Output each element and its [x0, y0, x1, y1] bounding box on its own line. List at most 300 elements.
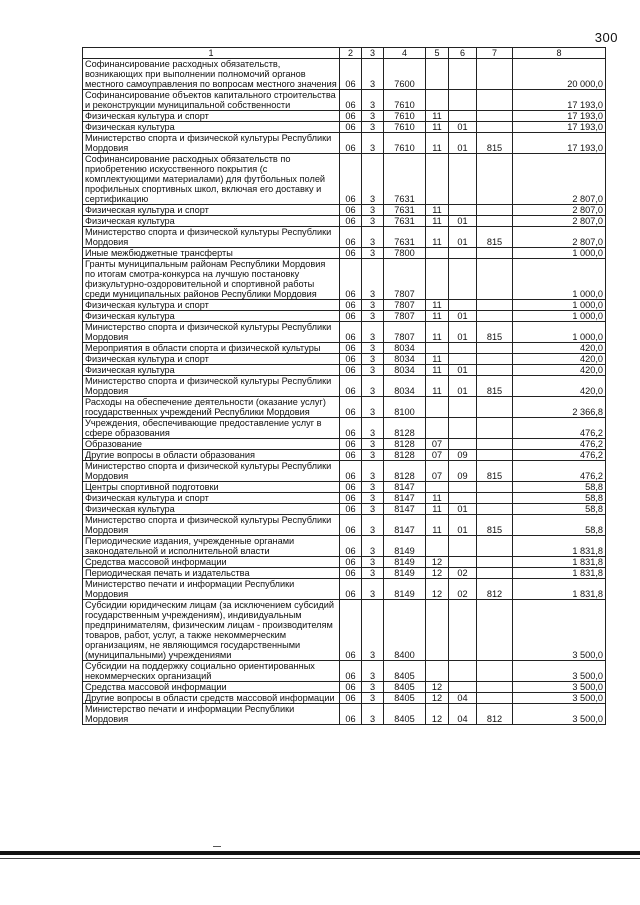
cell-amount: 476,2 — [513, 461, 606, 482]
table-row — [83, 205, 606, 216]
cell-code-5 — [426, 600, 449, 661]
cell-code-2: 06 — [340, 397, 362, 418]
table-row — [83, 418, 606, 439]
page-mark — [213, 846, 221, 847]
cell-code-7 — [477, 482, 513, 493]
cell-code-6: 01 — [449, 122, 477, 133]
cell-code-6 — [449, 439, 477, 450]
cell-name: Средства массовой информации — [83, 557, 340, 568]
cell-name: Министерство печати и информации Республики Мордовия — [83, 579, 340, 600]
cell-code-2: 06 — [340, 515, 362, 536]
cell-name: Физическая культура и спорт — [83, 205, 340, 216]
cell-name: Министерство спорта и физической культуры Республики Мордовия — [83, 322, 340, 343]
cell-code-2: 06 — [340, 311, 362, 322]
cell-amount: 420,0 — [513, 376, 606, 397]
cell-code-4: 7800 — [384, 248, 426, 259]
cell-amount: 476,2 — [513, 418, 606, 439]
cell-name: Физическая культура — [83, 122, 340, 133]
cell-code-3: 3 — [362, 248, 384, 259]
cell-name: Софинансирование объектов капитального строительства и реконструкции муниципальной собственности — [83, 90, 340, 111]
cell-code-4: 8147 — [384, 493, 426, 504]
cell-code-2: 06 — [340, 227, 362, 248]
table-row — [83, 504, 606, 515]
cell-code-4: 8149 — [384, 579, 426, 600]
cell-amount: 58,8 — [513, 515, 606, 536]
cell-code-4: 8149 — [384, 557, 426, 568]
cell-amount: 58,8 — [513, 493, 606, 504]
cell-amount: 17 193,0 — [513, 133, 606, 154]
cell-code-3: 3 — [362, 704, 384, 725]
cell-code-3: 3 — [362, 600, 384, 661]
cell-name: Другие вопросы в области средств массовой информации — [83, 693, 340, 704]
cell-code-3: 3 — [362, 493, 384, 504]
table-row — [83, 90, 606, 111]
cell-code-5 — [426, 536, 449, 557]
cell-code-7: 812 — [477, 579, 513, 600]
table-header-row — [83, 48, 606, 59]
cell-code-5: 12 — [426, 682, 449, 693]
cell-code-5: 12 — [426, 579, 449, 600]
cell-name: Иные межбюджетные трансферты — [83, 248, 340, 259]
cell-code-3: 3 — [362, 227, 384, 248]
cell-code-7 — [477, 504, 513, 515]
cell-code-5 — [426, 59, 449, 90]
cell-code-2: 06 — [340, 557, 362, 568]
cell-name: Физическая культура — [83, 365, 340, 376]
table-row — [83, 693, 606, 704]
cell-code-7: 815 — [477, 133, 513, 154]
table-row — [83, 111, 606, 122]
column-header-3: 3 — [362, 48, 384, 59]
cell-code-3: 3 — [362, 59, 384, 90]
cell-code-4: 7631 — [384, 216, 426, 227]
cell-code-7 — [477, 59, 513, 90]
cell-code-5: 12 — [426, 557, 449, 568]
cell-code-7: 815 — [477, 461, 513, 482]
cell-name: Физическая культура — [83, 311, 340, 322]
cell-code-5: 11 — [426, 354, 449, 365]
cell-code-5: 11 — [426, 515, 449, 536]
cell-code-6: 01 — [449, 504, 477, 515]
cell-name: Мероприятия в области спорта и физической культуры — [83, 343, 340, 354]
cell-code-3: 3 — [362, 154, 384, 205]
cell-code-6 — [449, 600, 477, 661]
cell-code-2: 06 — [340, 216, 362, 227]
cell-amount: 1 831,8 — [513, 568, 606, 579]
cell-code-5 — [426, 661, 449, 682]
column-header-1: 1 — [83, 48, 340, 59]
cell-name: Физическая культура и спорт — [83, 300, 340, 311]
cell-code-6 — [449, 682, 477, 693]
cell-amount: 420,0 — [513, 343, 606, 354]
cell-code-7 — [477, 300, 513, 311]
cell-code-7 — [477, 365, 513, 376]
table-row — [83, 397, 606, 418]
cell-code-4: 8128 — [384, 439, 426, 450]
cell-code-2: 06 — [340, 133, 362, 154]
cell-code-7 — [477, 122, 513, 133]
page-number: 300 — [594, 30, 618, 45]
cell-code-4: 7600 — [384, 59, 426, 90]
table-row — [83, 568, 606, 579]
table-row — [83, 259, 606, 300]
cell-code-2: 06 — [340, 450, 362, 461]
cell-amount: 1 000,0 — [513, 248, 606, 259]
cell-code-3: 3 — [362, 397, 384, 418]
cell-code-6 — [449, 90, 477, 111]
cell-amount: 1 831,8 — [513, 536, 606, 557]
cell-code-2: 06 — [340, 579, 362, 600]
cell-code-6 — [449, 354, 477, 365]
cell-amount: 1 831,8 — [513, 579, 606, 600]
cell-name: Другие вопросы в области образования — [83, 450, 340, 461]
cell-code-6: 01 — [449, 311, 477, 322]
cell-code-3: 3 — [362, 205, 384, 216]
cell-amount: 1 000,0 — [513, 322, 606, 343]
table-row — [83, 354, 606, 365]
cell-code-6: 01 — [449, 227, 477, 248]
cell-code-4: 8128 — [384, 461, 426, 482]
table-row — [83, 579, 606, 600]
cell-code-2: 06 — [340, 504, 362, 515]
cell-code-2: 06 — [340, 59, 362, 90]
cell-code-7 — [477, 216, 513, 227]
cell-code-5 — [426, 397, 449, 418]
cell-code-6 — [449, 397, 477, 418]
table-row — [83, 248, 606, 259]
cell-code-2: 06 — [340, 661, 362, 682]
cell-code-5: 07 — [426, 439, 449, 450]
cell-code-7 — [477, 693, 513, 704]
cell-code-2: 06 — [340, 90, 362, 111]
cell-code-3: 3 — [362, 557, 384, 568]
cell-code-4: 7807 — [384, 259, 426, 300]
cell-code-7: 815 — [477, 227, 513, 248]
cell-code-6: 04 — [449, 704, 477, 725]
column-header-2: 2 — [340, 48, 362, 59]
table-row — [83, 322, 606, 343]
table-row — [83, 536, 606, 557]
cell-code-5 — [426, 154, 449, 205]
cell-code-4: 7610 — [384, 90, 426, 111]
cell-code-6 — [449, 343, 477, 354]
cell-code-7: 812 — [477, 704, 513, 725]
cell-code-7 — [477, 557, 513, 568]
cell-code-3: 3 — [362, 322, 384, 343]
cell-code-7: 815 — [477, 515, 513, 536]
table-row — [83, 661, 606, 682]
cell-code-4: 7807 — [384, 322, 426, 343]
cell-code-6 — [449, 557, 477, 568]
cell-code-7 — [477, 205, 513, 216]
cell-code-5: 12 — [426, 693, 449, 704]
table-row — [83, 682, 606, 693]
cell-code-7 — [477, 259, 513, 300]
cell-amount: 3 500,0 — [513, 661, 606, 682]
cell-name: Физическая культура — [83, 504, 340, 515]
cell-name: Периодические издания, учрежденные органами законодательной и исполнительной власти — [83, 536, 340, 557]
cell-code-4: 8128 — [384, 418, 426, 439]
cell-code-6: 02 — [449, 568, 477, 579]
cell-code-3: 3 — [362, 311, 384, 322]
cell-amount: 2 366,8 — [513, 397, 606, 418]
cell-name: Министерство спорта и физической культуры Республики Мордовия — [83, 227, 340, 248]
cell-code-3: 3 — [362, 418, 384, 439]
table-row — [83, 439, 606, 450]
cell-code-4: 8034 — [384, 376, 426, 397]
cell-code-4: 8128 — [384, 450, 426, 461]
page-bottom-rule — [0, 851, 640, 855]
cell-amount: 2 807,0 — [513, 216, 606, 227]
cell-code-5: 11 — [426, 376, 449, 397]
cell-code-7 — [477, 397, 513, 418]
cell-code-6: 02 — [449, 579, 477, 600]
cell-amount: 420,0 — [513, 365, 606, 376]
cell-code-4: 8100 — [384, 397, 426, 418]
cell-code-2: 06 — [340, 693, 362, 704]
cell-code-4: 7631 — [384, 227, 426, 248]
cell-code-6 — [449, 205, 477, 216]
cell-code-5: 07 — [426, 450, 449, 461]
cell-code-2: 06 — [340, 205, 362, 216]
cell-code-3: 3 — [362, 579, 384, 600]
cell-name: Софинансирование расходных обязательств по приобретению искусственного покрытия (с комплектующими материалами) для футбольных полей профильных спортивных школ, включая его доставку и сертификацию — [83, 154, 340, 205]
table-row — [83, 133, 606, 154]
page-bottom-thin-rule — [0, 858, 640, 859]
cell-code-2: 06 — [340, 493, 362, 504]
cell-code-5: 11 — [426, 365, 449, 376]
cell-code-2: 06 — [340, 461, 362, 482]
table-row — [83, 600, 606, 661]
table-row — [83, 300, 606, 311]
cell-amount: 17 193,0 — [513, 90, 606, 111]
cell-amount: 2 807,0 — [513, 205, 606, 216]
cell-code-6: 09 — [449, 450, 477, 461]
table-row — [83, 122, 606, 133]
cell-code-5 — [426, 90, 449, 111]
cell-code-2: 06 — [340, 600, 362, 661]
table-row — [83, 461, 606, 482]
cell-code-2: 06 — [340, 439, 362, 450]
cell-code-3: 3 — [362, 568, 384, 579]
cell-code-3: 3 — [362, 376, 384, 397]
cell-code-4: 8405 — [384, 693, 426, 704]
cell-code-2: 06 — [340, 122, 362, 133]
cell-code-2: 06 — [340, 568, 362, 579]
cell-code-2: 06 — [340, 343, 362, 354]
cell-code-6: 01 — [449, 515, 477, 536]
cell-code-6 — [449, 536, 477, 557]
cell-code-7 — [477, 248, 513, 259]
cell-code-4: 8405 — [384, 682, 426, 693]
cell-name: Софинансирование расходных обязательств, возникающих при выполнении полномочий органов местного самоуправления по вопросам местного значения — [83, 59, 340, 90]
cell-code-5: 12 — [426, 568, 449, 579]
cell-name: Субсидии юридическим лицам (за исключением субсидий государственным учреждениям), индивидуальным предпринимателям, физическим лицам - производителям товаров, работ, услуг, а также некоммерческим организациям, не являющимся государственными (муниципальными) учреждениями — [83, 600, 340, 661]
cell-code-7 — [477, 536, 513, 557]
cell-name: Физическая культура и спорт — [83, 493, 340, 504]
cell-code-7 — [477, 311, 513, 322]
cell-amount: 58,8 — [513, 504, 606, 515]
cell-name: Учреждения, обеспечивающие предоставление услуг в сфере образования — [83, 418, 340, 439]
cell-code-4: 7610 — [384, 111, 426, 122]
cell-code-6 — [449, 493, 477, 504]
cell-code-2: 06 — [340, 418, 362, 439]
cell-code-2: 06 — [340, 536, 362, 557]
cell-code-4: 7807 — [384, 300, 426, 311]
column-header-8: 8 — [513, 48, 606, 59]
cell-amount: 420,0 — [513, 354, 606, 365]
cell-code-7 — [477, 493, 513, 504]
cell-code-5: 11 — [426, 133, 449, 154]
cell-code-7 — [477, 682, 513, 693]
cell-code-3: 3 — [362, 259, 384, 300]
cell-code-7 — [477, 568, 513, 579]
cell-name: Министерство печати и информации Республики Мордовия — [83, 704, 340, 725]
cell-code-7 — [477, 450, 513, 461]
cell-code-3: 3 — [362, 122, 384, 133]
cell-code-2: 06 — [340, 259, 362, 300]
cell-code-3: 3 — [362, 365, 384, 376]
cell-code-6 — [449, 482, 477, 493]
cell-code-7 — [477, 90, 513, 111]
cell-code-5: 07 — [426, 461, 449, 482]
cell-code-7: 815 — [477, 376, 513, 397]
cell-amount: 17 193,0 — [513, 111, 606, 122]
cell-code-4: 8034 — [384, 354, 426, 365]
table-row — [83, 154, 606, 205]
cell-amount: 1 000,0 — [513, 259, 606, 300]
cell-code-4: 8147 — [384, 504, 426, 515]
cell-code-5 — [426, 248, 449, 259]
cell-code-3: 3 — [362, 661, 384, 682]
cell-code-7 — [477, 661, 513, 682]
table-row — [83, 493, 606, 504]
cell-code-3: 3 — [362, 111, 384, 122]
table-row — [83, 311, 606, 322]
cell-code-5: 11 — [426, 227, 449, 248]
cell-code-2: 06 — [340, 248, 362, 259]
table-row — [83, 482, 606, 493]
table-row — [83, 557, 606, 568]
cell-code-2: 06 — [340, 376, 362, 397]
cell-code-6 — [449, 300, 477, 311]
cell-code-4: 8400 — [384, 600, 426, 661]
cell-code-6: 01 — [449, 133, 477, 154]
cell-code-7 — [477, 343, 513, 354]
cell-code-5: 12 — [426, 704, 449, 725]
cell-code-7 — [477, 418, 513, 439]
column-header-4: 4 — [384, 48, 426, 59]
cell-code-5 — [426, 343, 449, 354]
cell-code-3: 3 — [362, 536, 384, 557]
cell-amount: 476,2 — [513, 439, 606, 450]
table-row — [83, 450, 606, 461]
cell-code-6: 04 — [449, 693, 477, 704]
cell-code-4: 8147 — [384, 482, 426, 493]
cell-amount: 1 000,0 — [513, 311, 606, 322]
cell-code-4: 7631 — [384, 205, 426, 216]
cell-code-7 — [477, 354, 513, 365]
cell-code-6 — [449, 248, 477, 259]
cell-name: Средства массовой информации — [83, 682, 340, 693]
table-row — [83, 59, 606, 90]
cell-code-6 — [449, 259, 477, 300]
cell-name: Центры спортивной подготовки — [83, 482, 340, 493]
cell-amount: 20 000,0 — [513, 59, 606, 90]
cell-code-3: 3 — [362, 682, 384, 693]
table-row — [83, 376, 606, 397]
cell-code-5 — [426, 418, 449, 439]
cell-code-7 — [477, 111, 513, 122]
cell-code-5 — [426, 482, 449, 493]
cell-name: Министерство спорта и физической культуры Республики Мордовия — [83, 515, 340, 536]
cell-code-3: 3 — [362, 450, 384, 461]
cell-name: Расходы на обеспечение деятельности (оказание услуг) государственных учреждений Республики Мордовия — [83, 397, 340, 418]
cell-code-3: 3 — [362, 300, 384, 311]
table-row — [83, 227, 606, 248]
cell-name: Министерство спорта и физической культуры Республики Мордовия — [83, 461, 340, 482]
cell-code-4: 8149 — [384, 536, 426, 557]
cell-code-7 — [477, 154, 513, 205]
table-row — [83, 216, 606, 227]
budget-table — [82, 47, 606, 725]
cell-code-6: 01 — [449, 216, 477, 227]
cell-amount: 1 831,8 — [513, 557, 606, 568]
cell-amount: 3 500,0 — [513, 693, 606, 704]
cell-code-4: 7610 — [384, 133, 426, 154]
cell-name: Образование — [83, 439, 340, 450]
cell-code-2: 06 — [340, 354, 362, 365]
cell-code-6 — [449, 661, 477, 682]
cell-code-6: 01 — [449, 322, 477, 343]
cell-code-5: 11 — [426, 205, 449, 216]
column-header-5: 5 — [426, 48, 449, 59]
cell-code-3: 3 — [362, 515, 384, 536]
table-row — [83, 515, 606, 536]
cell-code-6 — [449, 418, 477, 439]
column-header-6: 6 — [449, 48, 477, 59]
table-row — [83, 343, 606, 354]
cell-code-2: 06 — [340, 300, 362, 311]
cell-code-3: 3 — [362, 504, 384, 515]
cell-code-6: 09 — [449, 461, 477, 482]
cell-code-2: 06 — [340, 482, 362, 493]
table-row — [83, 704, 606, 725]
cell-code-3: 3 — [362, 90, 384, 111]
cell-name: Периодическая печать и издательства — [83, 568, 340, 579]
cell-code-5: 11 — [426, 493, 449, 504]
cell-code-4: 8405 — [384, 661, 426, 682]
cell-code-7 — [477, 439, 513, 450]
cell-amount: 3 500,0 — [513, 600, 606, 661]
cell-code-6 — [449, 111, 477, 122]
column-header-7: 7 — [477, 48, 513, 59]
cell-code-6: 01 — [449, 365, 477, 376]
cell-code-6: 01 — [449, 376, 477, 397]
cell-code-2: 06 — [340, 154, 362, 205]
cell-code-3: 3 — [362, 354, 384, 365]
cell-code-4: 8149 — [384, 568, 426, 579]
cell-code-5: 11 — [426, 122, 449, 133]
cell-code-4: 8034 — [384, 343, 426, 354]
cell-code-5: 11 — [426, 300, 449, 311]
cell-code-4: 7610 — [384, 122, 426, 133]
cell-code-3: 3 — [362, 461, 384, 482]
cell-code-3: 3 — [362, 216, 384, 227]
cell-code-5: 11 — [426, 111, 449, 122]
cell-code-3: 3 — [362, 693, 384, 704]
cell-amount: 58,8 — [513, 482, 606, 493]
